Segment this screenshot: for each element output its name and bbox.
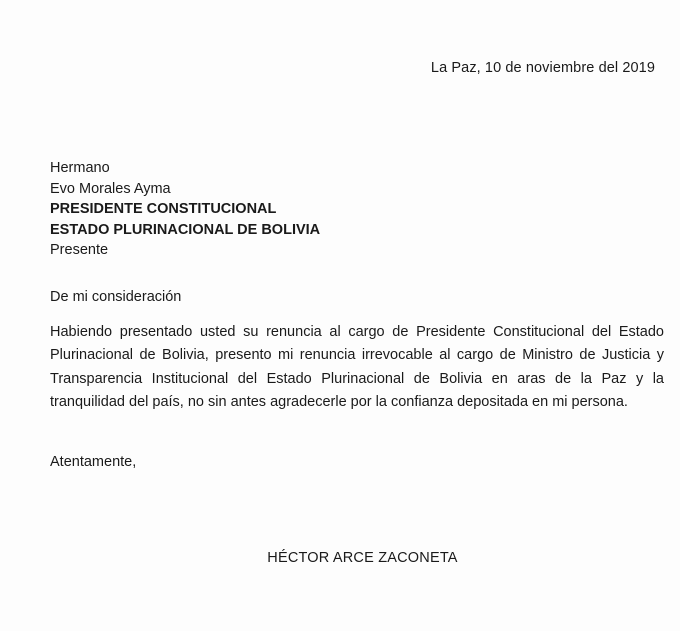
recipient-title: PRESIDENTE CONSTITUCIONAL [50,201,277,217]
letter-date: La Paz, 10 de noviembre del 2019 [430,60,655,76]
closing: Atentamente, [50,454,137,470]
recipient-block [50,158,320,261]
recipient-honorific: Hermano [50,160,110,176]
recipient-presente: Presente [50,242,109,258]
signatory-name: HÉCTOR ARCE ZACONETA [267,550,458,566]
recipient-name: Evo Morales Ayma [50,180,171,197]
letter-body: Habiendo presentado usted su renuncia al cargo de Presidente Constitucional del Estado Plurinacional de Bolivia, presento mi renuncia irrevocable al cargo de Ministro de Justicia y Transparencia Institucional del Estado Plurinacional de Bolivia en aras de la Paz y la tranquilidad del país, no sin antes agradecerle por la confianza depositada en mi persona. [50,324,664,410]
salutation: De mi consideración [50,289,182,305]
recipient-organization: ESTADO PLURINACIONAL DE BOLIVIA [50,221,321,238]
signature-block [0,550,680,566]
